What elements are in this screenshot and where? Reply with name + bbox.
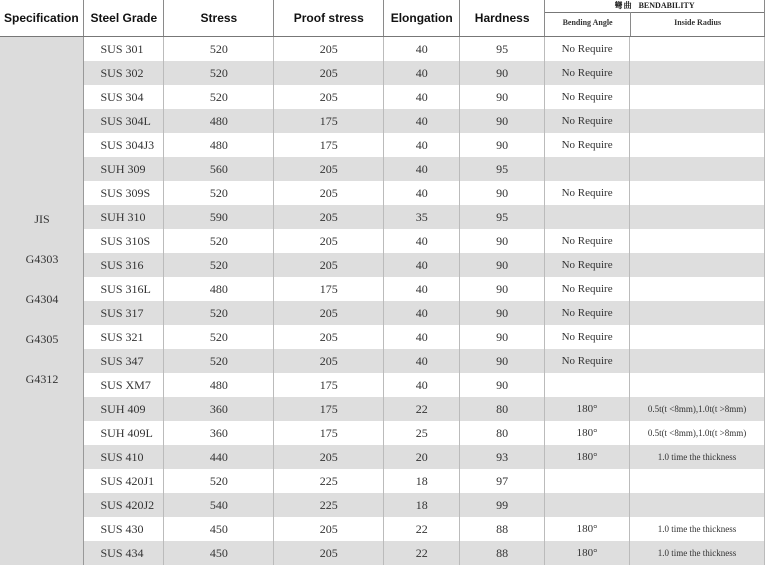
hardness-cell: 80 [460, 421, 545, 445]
elongation-cell: 40 [384, 349, 460, 373]
table-row [0, 61, 765, 85]
header-inside-radius: Inside Radius [631, 12, 764, 36]
elongation-cell: 40 [384, 277, 460, 301]
table-row [0, 301, 765, 325]
hardness-cell: 80 [460, 397, 545, 421]
grade-cell: SUS 304 [84, 85, 164, 109]
stress-cell: 450 [164, 541, 274, 565]
inside-radius-cell [630, 85, 765, 109]
table-row [0, 253, 765, 277]
bending-angle-cell: No Require [545, 301, 630, 325]
header-specification: Specification [0, 0, 84, 37]
proof-stress-cell: 205 [274, 253, 384, 277]
table-row [0, 277, 765, 301]
stress-cell: 520 [164, 37, 274, 62]
bending-angle-cell: No Require [545, 253, 630, 277]
specification-label: G4312 [0, 372, 84, 387]
hardness-cell: 90 [460, 373, 545, 397]
proof-stress-cell: 205 [274, 229, 384, 253]
stress-cell: 360 [164, 397, 274, 421]
bending-angle-cell: 180° [545, 541, 630, 565]
proof-stress-cell: 175 [274, 373, 384, 397]
bending-angle-cell [545, 205, 630, 229]
grade-cell: SUS 430 [84, 517, 164, 541]
stress-cell: 520 [164, 349, 274, 373]
stress-cell: 520 [164, 301, 274, 325]
proof-stress-cell: 175 [274, 397, 384, 421]
proof-stress-cell: 205 [274, 517, 384, 541]
table-row [0, 397, 765, 421]
bending-angle-cell: No Require [545, 277, 630, 301]
inside-radius-cell [630, 493, 765, 517]
table-row [0, 205, 765, 229]
table-body [0, 37, 765, 565]
stress-cell: 450 [164, 517, 274, 541]
grade-cell: SUS 434 [84, 541, 164, 565]
specification-label: G4303 [0, 252, 84, 267]
header-steel-grade: Steel Grade [84, 0, 164, 37]
hardness-cell: 88 [460, 541, 545, 565]
elongation-cell: 22 [384, 541, 460, 565]
hardness-cell: 95 [460, 205, 545, 229]
bending-angle-cell: 180° [545, 397, 630, 421]
bending-angle-cell [545, 373, 630, 397]
grade-cell: SUS XM7 [84, 373, 164, 397]
hardness-cell: 90 [460, 253, 545, 277]
bending-angle-cell: No Require [545, 61, 630, 85]
inside-radius-cell [630, 253, 765, 277]
elongation-cell: 35 [384, 205, 460, 229]
table-row [0, 493, 765, 517]
stress-cell: 360 [164, 421, 274, 445]
inside-radius-cell: 0.5t(t <8mm),1.0t(t >8mm) [630, 397, 765, 421]
elongation-cell: 40 [384, 157, 460, 181]
proof-stress-cell: 205 [274, 325, 384, 349]
bending-angle-cell: 180° [545, 517, 630, 541]
elongation-cell: 22 [384, 397, 460, 421]
grade-cell: SUS 420J1 [84, 469, 164, 493]
stress-cell: 520 [164, 253, 274, 277]
inside-radius-cell [630, 61, 765, 85]
proof-stress-cell: 205 [274, 205, 384, 229]
elongation-cell: 40 [384, 85, 460, 109]
bending-angle-cell [545, 157, 630, 181]
proof-stress-cell: 175 [274, 421, 384, 445]
hardness-cell: 88 [460, 517, 545, 541]
grade-cell: SUS 309S [84, 181, 164, 205]
grade-cell: SUH 309 [84, 157, 164, 181]
stress-cell: 520 [164, 85, 274, 109]
proof-stress-cell: 205 [274, 445, 384, 469]
table-row [0, 229, 765, 253]
bending-angle-cell [545, 493, 630, 517]
elongation-cell: 40 [384, 373, 460, 397]
stress-cell: 480 [164, 277, 274, 301]
hardness-cell: 90 [460, 109, 545, 133]
grade-cell: SUH 409 [84, 397, 164, 421]
stress-cell: 480 [164, 133, 274, 157]
stress-cell: 560 [164, 157, 274, 181]
table-row [0, 37, 765, 62]
header-proof-stress: Proof stress [274, 0, 384, 37]
hardness-cell: 90 [460, 349, 545, 373]
table-row [0, 181, 765, 205]
table-row [0, 157, 765, 181]
inside-radius-cell [630, 109, 765, 133]
header-bending-angle: Bending Angle [545, 12, 631, 36]
header-hardness: Hardness [460, 0, 545, 37]
inside-radius-cell: 1.0 time the thickness [630, 517, 765, 541]
table-row [0, 445, 765, 469]
inside-radius-cell [630, 229, 765, 253]
elongation-cell: 18 [384, 493, 460, 517]
header-stress: Stress [164, 0, 274, 37]
proof-stress-cell: 205 [274, 301, 384, 325]
stress-cell: 520 [164, 469, 274, 493]
elongation-cell: 40 [384, 253, 460, 277]
table-row [0, 85, 765, 109]
grade-cell: SUS 302 [84, 61, 164, 85]
proof-stress-cell: 175 [274, 109, 384, 133]
bendability-label: BENDABILITY [639, 1, 695, 10]
inside-radius-cell: 1.0 time the thickness [630, 445, 765, 469]
table-row [0, 373, 765, 397]
grade-cell: SUS 410 [84, 445, 164, 469]
inside-radius-cell [630, 37, 765, 62]
hardness-cell: 90 [460, 277, 545, 301]
inside-radius-cell: 1.0 time the thickness [630, 541, 765, 565]
elongation-cell: 22 [384, 517, 460, 541]
proof-stress-cell: 205 [274, 61, 384, 85]
table-row [0, 349, 765, 373]
bending-angle-cell: No Require [545, 325, 630, 349]
hardness-cell: 90 [460, 85, 545, 109]
proof-stress-cell: 205 [274, 157, 384, 181]
stress-cell: 520 [164, 229, 274, 253]
proof-stress-cell: 205 [274, 349, 384, 373]
proof-stress-cell: 205 [274, 541, 384, 565]
bending-angle-cell: 180° [545, 445, 630, 469]
stress-cell: 540 [164, 493, 274, 517]
hardness-cell: 93 [460, 445, 545, 469]
stress-cell: 590 [164, 205, 274, 229]
specification-label: G4304 [0, 292, 84, 307]
header-row [0, 0, 765, 37]
stress-cell: 520 [164, 325, 274, 349]
hardness-cell: 99 [460, 493, 545, 517]
inside-radius-cell [630, 277, 765, 301]
bendability-chinese-label: 彎曲 [615, 1, 633, 10]
bending-angle-cell: No Require [545, 109, 630, 133]
table-row [0, 517, 765, 541]
proof-stress-cell: 175 [274, 277, 384, 301]
inside-radius-cell [630, 373, 765, 397]
grade-cell: SUS 420J2 [84, 493, 164, 517]
proof-stress-cell: 225 [274, 493, 384, 517]
grade-cell: SUH 409L [84, 421, 164, 445]
inside-radius-cell [630, 181, 765, 205]
table-row [0, 325, 765, 349]
table-row [0, 541, 765, 565]
inside-radius-cell: 0.5t(t <8mm),1.0t(t >8mm) [630, 421, 765, 445]
stress-cell: 520 [164, 61, 274, 85]
hardness-cell: 90 [460, 133, 545, 157]
elongation-cell: 40 [384, 133, 460, 157]
hardness-cell: 97 [460, 469, 545, 493]
hardness-cell: 90 [460, 181, 545, 205]
proof-stress-cell: 205 [274, 181, 384, 205]
bending-angle-cell: No Require [545, 349, 630, 373]
elongation-cell: 18 [384, 469, 460, 493]
table-row [0, 421, 765, 445]
elongation-cell: 40 [384, 109, 460, 133]
elongation-cell: 40 [384, 229, 460, 253]
bending-angle-cell: No Require [545, 85, 630, 109]
hardness-cell: 90 [460, 61, 545, 85]
grade-cell: SUS 304L [84, 109, 164, 133]
header-bendability [545, 0, 765, 37]
stress-cell: 440 [164, 445, 274, 469]
table-row [0, 469, 765, 493]
bending-angle-cell: No Require [545, 181, 630, 205]
stress-cell: 480 [164, 109, 274, 133]
inside-radius-cell [630, 325, 765, 349]
grade-cell: SUS 316 [84, 253, 164, 277]
hardness-cell: 90 [460, 325, 545, 349]
hardness-cell: 90 [460, 229, 545, 253]
proof-stress-cell: 225 [274, 469, 384, 493]
bending-angle-cell [545, 469, 630, 493]
specification-cell [0, 37, 84, 565]
elongation-cell: 40 [384, 325, 460, 349]
grade-cell: SUS 321 [84, 325, 164, 349]
bending-angle-cell: No Require [545, 229, 630, 253]
inside-radius-cell [630, 469, 765, 493]
grade-cell: SUS 301 [84, 37, 164, 62]
elongation-cell: 40 [384, 181, 460, 205]
bending-angle-cell: No Require [545, 37, 630, 62]
bending-angle-cell: 180° [545, 421, 630, 445]
stress-cell: 480 [164, 373, 274, 397]
grade-cell: SUS 310S [84, 229, 164, 253]
stress-cell: 520 [164, 181, 274, 205]
grade-cell: SUS 304J3 [84, 133, 164, 157]
proof-stress-cell: 205 [274, 37, 384, 62]
hardness-cell: 95 [460, 37, 545, 62]
inside-radius-cell [630, 205, 765, 229]
bending-angle-cell: No Require [545, 133, 630, 157]
table-row [0, 133, 765, 157]
inside-radius-cell [630, 349, 765, 373]
proof-stress-cell: 205 [274, 85, 384, 109]
elongation-cell: 40 [384, 61, 460, 85]
elongation-cell: 40 [384, 37, 460, 62]
elongation-cell: 25 [384, 421, 460, 445]
elongation-cell: 20 [384, 445, 460, 469]
grade-cell: SUH 310 [84, 205, 164, 229]
header-elongation: Elongation [384, 0, 460, 37]
hardness-cell: 90 [460, 301, 545, 325]
grade-cell: SUS 317 [84, 301, 164, 325]
inside-radius-cell [630, 133, 765, 157]
inside-radius-cell [630, 157, 765, 181]
grade-cell: SUS 316L [84, 277, 164, 301]
inside-radius-cell [630, 301, 765, 325]
table-row [0, 109, 765, 133]
specification-label: JIS [0, 212, 84, 227]
grade-cell: SUS 347 [84, 349, 164, 373]
hardness-cell: 95 [460, 157, 545, 181]
specification-label: G4305 [0, 332, 84, 347]
elongation-cell: 40 [384, 301, 460, 325]
proof-stress-cell: 175 [274, 133, 384, 157]
